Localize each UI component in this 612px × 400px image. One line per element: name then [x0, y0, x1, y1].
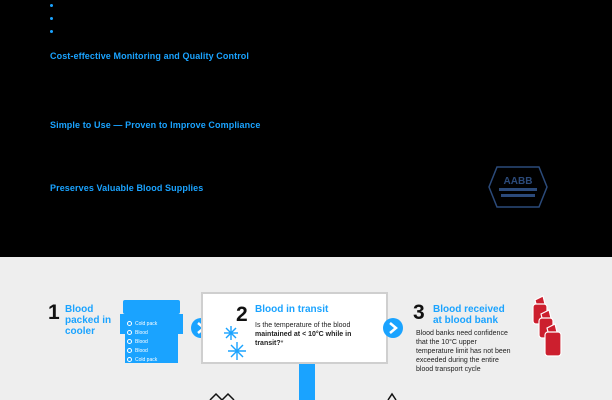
cooler-item-text: Cold pack: [135, 356, 158, 363]
step-1-number: 1: [48, 301, 60, 324]
cooler-item-dot: [127, 330, 132, 335]
heading-simple-to-use: Simple to Use — Proven to Improve Compliance: [50, 120, 261, 130]
cooler-item-dot: [127, 348, 132, 353]
step-3-description: Blood banks need confidence that the 10°C upper temperature limit has not been exceeded during the entire blood transport cycle: [416, 330, 511, 373]
step-2-desc-text: Is the temperature of the blood: [255, 322, 351, 329]
step-1-title-line: Blood: [65, 304, 94, 315]
step-3-title-line: Blood received: [433, 304, 505, 315]
cooler-content-label: [127, 355, 157, 364]
cooler-content-label: [127, 328, 157, 337]
step-2-number: 2: [236, 303, 248, 326]
bullet-dot: [50, 30, 53, 33]
cooler-item-text: Blood: [135, 329, 148, 336]
cooler-item-text: Blood: [135, 338, 148, 345]
heading-cost-effective: Cost-effective Monitoring and Quality Control: [50, 51, 250, 61]
step-1-title: [65, 304, 111, 337]
blood-bag-icon: [525, 294, 570, 364]
step-3-number: 3: [413, 301, 425, 324]
step-3-title: [433, 304, 505, 326]
step-3-title-line: at blood bank: [433, 315, 498, 326]
cooler-content-label: [127, 337, 157, 346]
cooler-contents: [127, 319, 157, 364]
cooler-item-dot: [127, 321, 132, 326]
step-1-title-line: packed in: [65, 315, 112, 326]
bullet-list: [50, 4, 53, 43]
step-2-desc-footnote: *: [280, 340, 284, 347]
step-2-description: [255, 321, 375, 348]
transit-connector: [299, 364, 315, 400]
bullet-dot: [50, 4, 53, 7]
svg-text:AABB: AABB: [503, 176, 533, 187]
cooler-item-text: Blood: [135, 347, 148, 354]
cooler-item-text: Cold pack: [135, 320, 158, 327]
cooler-content-label: [127, 346, 157, 355]
partial-icon: [206, 392, 236, 400]
step-2-title: Blood in transit: [255, 304, 329, 315]
heading-preserves-blood: Preserves Valuable Blood Supplies: [50, 183, 204, 193]
snowflake-icon: [220, 324, 250, 362]
partial-icon: [384, 392, 400, 400]
bullet-dot: [50, 17, 53, 20]
cooler-content-label: [127, 319, 157, 328]
aabb-logo: [487, 165, 549, 209]
step-1-title-line: cooler: [65, 326, 96, 337]
cooler-item-dot: [127, 339, 132, 344]
cooler-item-dot: [127, 357, 132, 362]
step-2-desc-bold: maintained at < 10°C while in transit?: [255, 331, 352, 347]
arrow-right-icon: [383, 318, 403, 338]
